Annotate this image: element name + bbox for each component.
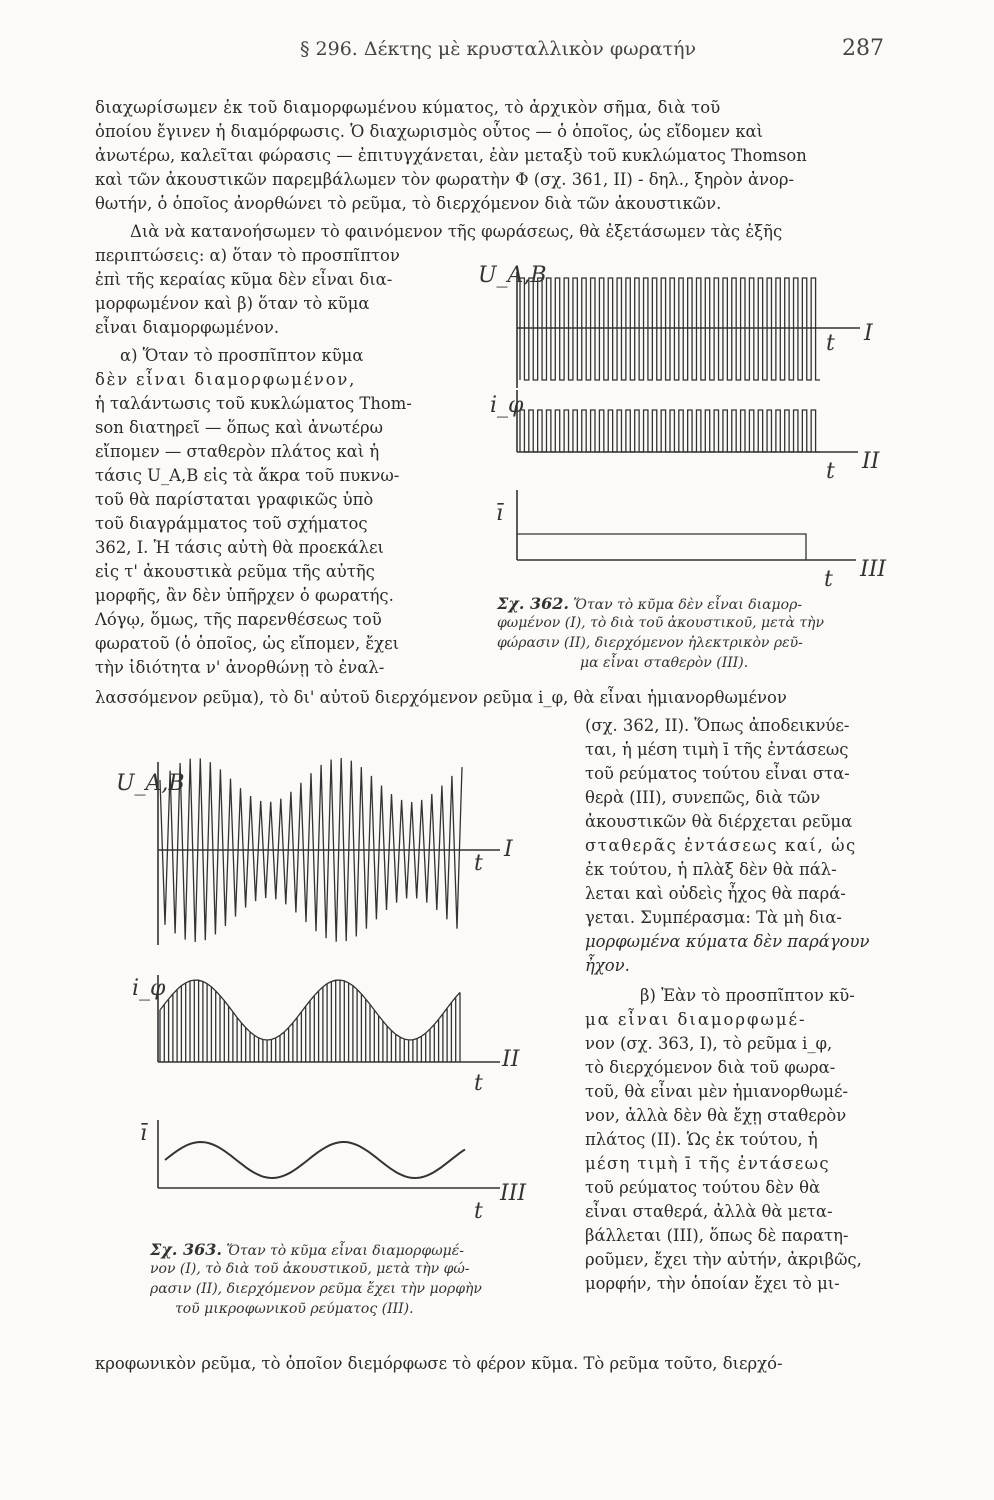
fig363-caption-1: Ὅταν τὸ κῦμα εἶναι διαμορφωμέ- (226, 1243, 464, 1259)
fig362-caption-4: μα εἶναι σταθερὸν (III). (580, 655, 749, 671)
fig363-ylabel-uab: U_A,B (116, 771, 185, 796)
fig363-rectified-current (160, 980, 460, 1062)
fig363-label: Σχ. 363. (150, 1240, 222, 1259)
fig363-t-label: t (474, 1071, 483, 1096)
text-line: β) Ἐὰν τὸ προσπῖπτον κῦ- (640, 986, 855, 1005)
text-line: τοῦ θὰ παρίσταται γραφικῶς ὑπὸ (95, 490, 374, 509)
text-line: ἡ ταλάντωσις τοῦ κυκλώματος Thom- (95, 394, 412, 413)
text-line: περιπτώσεις: α) ὅταν τὸ προσπῖπτον (95, 246, 400, 265)
fig363-caption-4: τοῦ μικροφωνικοῦ ρεύματος (III). (175, 1301, 414, 1317)
fig363-roman-ii: II (502, 1047, 520, 1072)
text-line: καὶ τῶν ἀκουστικῶν παρεμβάλωμεν τὸν φωρατὴν Φ (σχ. 361, II) - δηλ., ξηρὸν ἀνορ- (95, 170, 795, 189)
text-line: τοῦ, θὰ εἶναι μὲν ἡμιανορθωμέ- (585, 1082, 849, 1101)
text-line: 362, I. Ἡ τάσις αὐτὴ θὰ προεκάλει (95, 538, 384, 557)
fig363-roman-i: I (504, 837, 513, 862)
text-line: Διὰ νὰ κατανοήσωμεν τὸ φαινόμενον τῆς φωράσεως, θὰ ἐξετάσωμεν τὰς ἑξῆς (130, 222, 783, 241)
text-line: ἐκ τούτου, ἡ πλὰξ δὲν θὰ πάλ- (585, 860, 837, 879)
text-line: ἀνωτέρω, καλεῖται φώρασις — ἐπιτυγχάνεται, ἐὰν μεταξὺ τοῦ κυκλώματος Thomson (95, 146, 807, 165)
text-line: δὲν εἶναι διαμορφωμένον, (95, 370, 357, 389)
fig362-roman-iii: III (860, 557, 887, 582)
text-line: son διατηρεῖ — ὅπως καὶ ἀνωτέρω (95, 418, 383, 437)
fig363-caption (150, 1240, 464, 1261)
text-line: ὁποίου ἔγινεν ἡ διαμόρφωσις. Ὁ διαχωρισμὸς οὗτος — ὁ ὁποῖος, ὡς εἴδομεν καὶ (95, 122, 764, 141)
text-line: τοῦ διαγράμματος τοῦ σχήματος (95, 514, 368, 533)
text-line: τὴν ἰδιότητα ν' ἀνορθώνῃ τὸ ἐναλ- (95, 658, 385, 677)
fig362-roman-i: I (864, 321, 873, 346)
text-line: τάσις U_A,B εἰς τὰ ἄκρα τοῦ πυκνω- (95, 466, 400, 485)
fig362-t-label: t (824, 567, 833, 592)
text-line: εἰς τ' ἀκουστικὰ ρεῦμα τῆς αὐτῆς (95, 562, 375, 581)
text-line: σταθερᾶς ἐντάσεως καί, ὡς (585, 836, 857, 855)
text-line: τοῦ ρεύματος τούτου δὲν θὰ (585, 1178, 821, 1197)
text-line: μορφωμένον καὶ β) ὅταν τὸ κῦμα (95, 294, 370, 313)
text-line: νον, ἀλλὰ δὲν θὰ ἔχῃ σταθερὸν (585, 1106, 847, 1125)
text-line: θερὰ (III), συνεπῶς, διὰ τῶν (585, 788, 821, 807)
page-number: 287 (842, 36, 884, 61)
fig362-t-label: t (826, 459, 835, 484)
text-line: βάλλεται (III), ὅπως δὲ παρατη- (585, 1226, 849, 1245)
fig363-t-label: t (474, 851, 483, 876)
running-header: § 296. Δέκτης μὲ κρυσταλλικὸν φωρατήν (300, 38, 697, 60)
text-line: ἐπὶ τῆς κεραίας κῦμα δὲν εἶναι δια- (95, 270, 393, 289)
text-line: ροῦμεν, ἔχει τὴν αὐτήν, ἀκριβῶς, (585, 1250, 862, 1269)
fig362-ylabel-iphi: i_φ (490, 393, 524, 418)
fig363-roman-iii: III (500, 1181, 527, 1206)
fig362-ylabel-ibar: ī (496, 501, 504, 526)
text-line: (σχ. 362, II). Ὅπως ἀποδεικνύε- (585, 716, 850, 735)
text-line: Λόγῳ, ὅμως, τῆς παρενθέσεως τοῦ (95, 610, 382, 629)
fig363-caption-3: ρασιν (II), διερχόμενον ρεῦμα ἔχει τὴν μορφὴν (150, 1281, 482, 1297)
text-line: λασσόμενον ρεῦμα), τὸ δι' αὐτοῦ διερχόμενον ρεῦμα i_φ, θὰ εἶναι ἡμιανορθωμένον (95, 688, 787, 707)
text-line: εἴπομεν — σταθερὸν πλάτος καὶ ἡ (95, 442, 380, 461)
text-line: μέση τιμὴ ī τῆς ἐντάσεως (585, 1154, 830, 1173)
fig363-caption-2: νον (I), τὸ διὰ τοῦ ἀκουστικοῦ, μετὰ τὴν φώ- (150, 1261, 470, 1277)
text-line: μορφῆς, ἂν δὲν ὑπῆρχεν ὁ φωρατής. (95, 586, 394, 605)
fig362-caption-2: φωμένον (I), τὸ διὰ τοῦ ἀκουστικοῦ, μετὰ τὴν (497, 615, 824, 631)
fig363-audio-current (165, 1142, 465, 1178)
text-line: τοῦ ρεύματος τούτου εἶναι στα- (585, 764, 850, 783)
fig363-ylabel-ibar: ī (140, 1121, 148, 1146)
text-line: νον (σχ. 363, I), τὸ ρεῦμα i_φ, (585, 1034, 833, 1053)
text-line: εἶναι διαμορφωμένον. (95, 318, 280, 337)
text-line: μα εἶναι διαμορφωμέ- (585, 1010, 807, 1029)
text-line: τὸ διερχόμενον διὰ τοῦ φωρα- (585, 1058, 836, 1077)
text-line: θωτήν, ὁ ὁποῖος ἀνορθώνει τὸ ρεῦμα, τὸ διερχόμενον διὰ τῶν ἀκουστικῶν. (95, 194, 722, 213)
text-line: λεται καὶ οὐδεὶς ἦχος θὰ παρά- (585, 884, 846, 903)
text-line: ἦχον. (585, 956, 630, 975)
fig362-roman-ii: II (862, 449, 880, 474)
text-line: διαχωρίσωμεν ἐκ τοῦ διαμορφωμένου κύματος, τὸ ἀρχικὸν σῆμα, διὰ τοῦ (95, 98, 721, 117)
text-line: κροφωνικὸν ρεῦμα, τὸ ὁποῖον διεμόρφωσε τὸ φέρον κῦμα. Τὸ ρεῦμα τοῦτο, διερχό- (95, 1354, 783, 1373)
text-line: γεται. Συμπέρασμα: Τὰ μὴ δια- (585, 908, 842, 927)
fig362-ylabel-uab: U_A,B (478, 263, 547, 288)
fig362-label: Σχ. 362. (497, 594, 569, 613)
text-line: μορφήν, τὴν ὁποίαν ἔχει τὸ μι- (585, 1274, 840, 1293)
text-line: α) Ὅταν τὸ προσπῖπτον κῦμα (120, 346, 364, 365)
fig362-t-label: t (826, 331, 835, 356)
text-line: μορφωμένα κύματα δὲν παράγουν (585, 932, 870, 951)
text-line: ται, ἡ μέση τιμὴ ī τῆς ἐντάσεως (585, 740, 849, 759)
text-line: πλάτος (II). Ὡς ἐκ τούτου, ἡ (585, 1130, 818, 1149)
fig362-caption-1: Ὅταν τὸ κῦμα δὲν εἶναι διαμορ- (573, 597, 803, 613)
fig363-t-label: t (474, 1199, 483, 1224)
text-line: εἶναι σταθερά, ἀλλὰ θὰ μετα- (585, 1202, 833, 1221)
fig362-caption-3: φώρασιν (II), διερχόμενον ἠλεκτρικὸν ρεῦ- (497, 635, 803, 651)
fig363-ylabel-iphi: i_φ (132, 976, 166, 1001)
text-line: ἀκουστικῶν θὰ διέρχεται ρεῦμα (585, 812, 853, 831)
text-line: φωρατοῦ (ὁ ὁποῖος, ὡς εἴπομεν, ἔχει (95, 634, 400, 653)
